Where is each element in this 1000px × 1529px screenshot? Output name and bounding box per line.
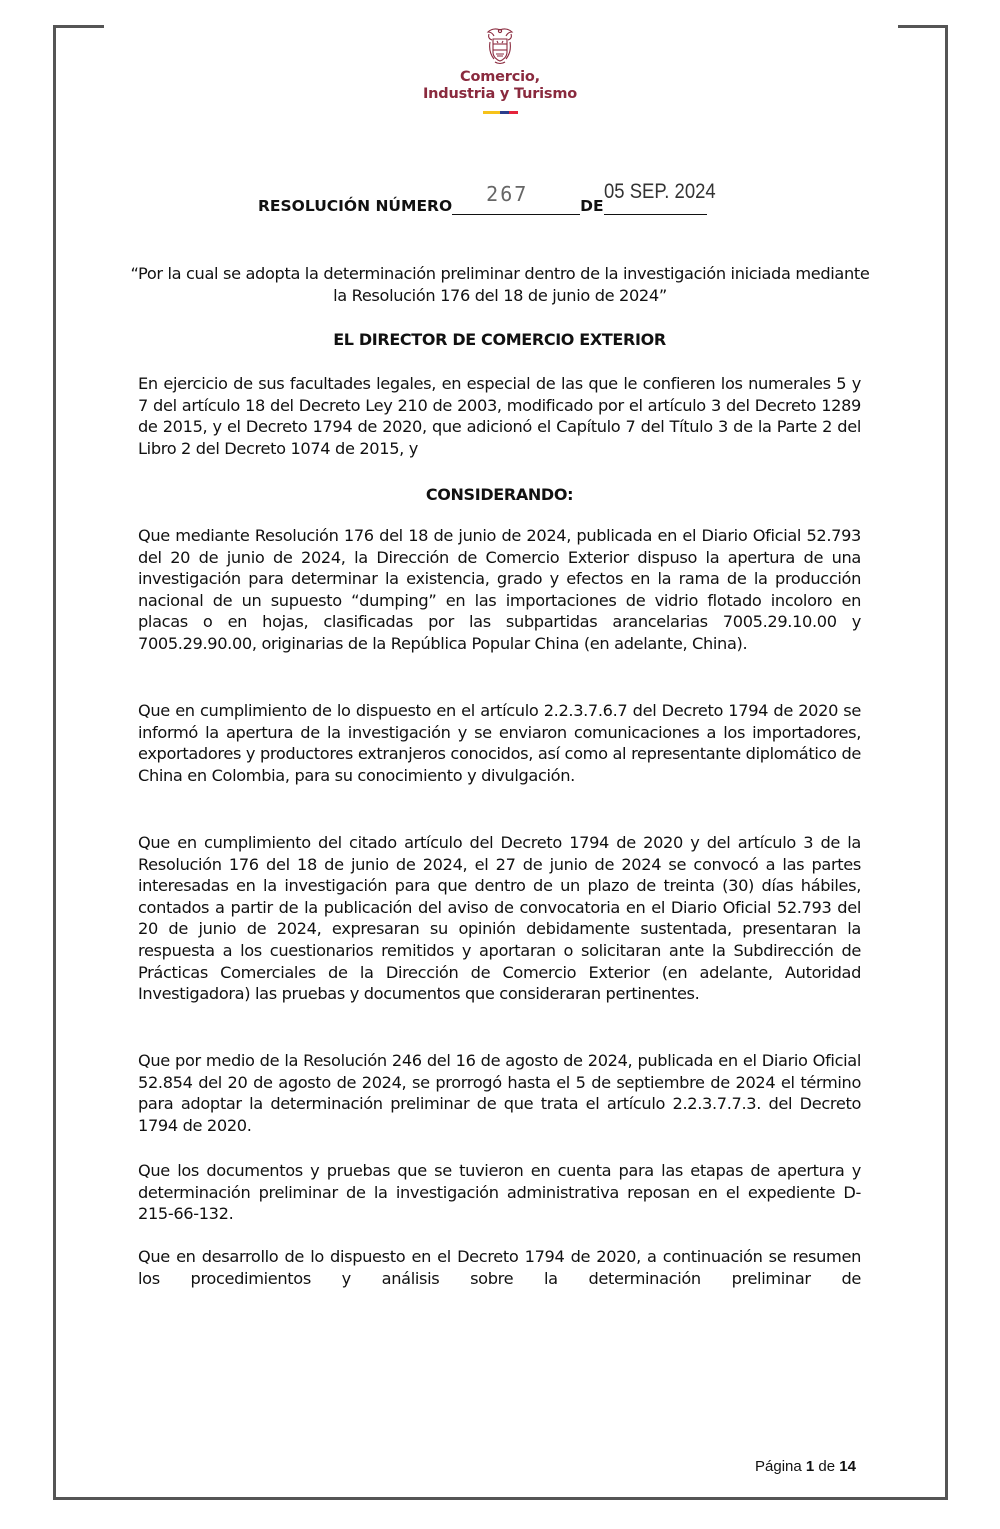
- resolution-header: [258, 180, 716, 215]
- considerando-heading: CONSIDERANDO:: [425, 485, 574, 504]
- flag-stripe-red: [509, 111, 518, 114]
- current-page: 1: [805, 1458, 815, 1475]
- resolution-date-field: [603, 180, 716, 215]
- resolution-label: RESOLUCIÓN NÚMERO: [258, 197, 453, 215]
- ministry-logo: [0, 26, 1000, 114]
- intro-paragraph: En ejercicio de sus facultades legales, en especial de las que le confieren los numerales 5 y 7 del artículo 18 del Decreto Ley 210 de 2003, modificado por el artículo 3 del Decreto 1289 de 2015, y el Decreto 1794 de 2020, que adicionó el Capítulo 7 del Título 3 de la Parte 2 del Libro 2 del Decreto 1074 de 2015, y: [138, 374, 861, 458]
- page-number-footer: [755, 1458, 856, 1475]
- resolution-subtitle: “Por la cual se adopta la determinación preliminar dentro de la investigación iniciada mediante la Resolución 176 del 18 de junio de 2024”: [130, 264, 870, 305]
- issuing-authority-heading: EL DIRECTOR DE COMERCIO EXTERIOR: [333, 330, 666, 349]
- considerando-paragraph: Que por medio de la Resolución 246 del 16 de agosto de 2024, publicada en el Diario Oficial 52.854 del 20 de agosto de 2024, se prorrogó hasta el 5 de septiembre de 2024 el término para adoptar la determinación preliminar de que trata el artículo 2.2.3.7.7.3. del Decreto 1794 de 2020.: [138, 1051, 861, 1135]
- of-label: de: [818, 1458, 836, 1475]
- flag-stripe-yellow: [483, 111, 500, 114]
- page-frame-right: [945, 25, 948, 1500]
- resolution-number-field: [452, 182, 580, 215]
- flag-color-bar: [483, 111, 518, 114]
- resolution-date-label: DE: [580, 197, 604, 215]
- resolution-number-stamp: 267: [486, 182, 529, 206]
- resolution-date-stamp: 05 SEP. 2024: [603, 180, 716, 203]
- considerando-paragraph: Que en desarrollo de lo dispuesto en el Decreto 1794 de 2020, a continuación se resumen los procedimientos y análisis sobre la determinación preliminar de: [138, 1247, 861, 1288]
- total-pages: 14: [839, 1458, 856, 1475]
- page-frame-left: [53, 25, 56, 1500]
- considerando-paragraph: Que los documentos y pruebas que se tuvieron en cuenta para las etapas de apertura y determinación preliminar de la investigación administrativa reposan en el expediente D-215-66-132.: [138, 1161, 861, 1224]
- page-label: Página: [755, 1458, 802, 1475]
- logo-text-line1: Comercio,: [460, 69, 540, 85]
- considerando-paragraph: Que mediante Resolución 176 del 18 de junio de 2024, publicada en el Diario Oficial 52.793 del 20 de junio de 2024, la Dirección de Comercio Exterior dispuso la apertura de una investigación para determinar la existencia, grado y efectos en la rama de la producción nacional de un supuesto “dumping” en las importaciones de vidrio flotado incoloro en placas o en hojas, clasificadas por las subpartidas arancelarias 7005.29.10.00 y 7005.29.90.00, originarias de la República Popular China (en adelante, China).: [138, 526, 861, 653]
- considerando-paragraph: Que en cumplimiento del citado artículo del Decreto 1794 de 2020 y del artículo 3 de la Resolución 176 del 18 de junio de 2024, el 27 de junio de 2024 se convocó a las partes interesadas en la investigación para que dentro de un plazo de treinta (30) días hábiles, contados a partir de la publicación del aviso de convocatoria en el Diario Oficial 52.793 del 20 de junio de 2024, expresaran su opinión debidamente sustentada, presentaran la respuesta a los cuestionarios remitidos y aportaran o solicitaran ante la Subdirección de Prácticas Comerciales de la Dirección de Comercio Exterior (en adelante, Autoridad Investigadora) las pruebas y documentos que consideraran pertinentes.: [138, 833, 861, 1004]
- considerando-paragraph: Que en cumplimiento de lo dispuesto en el artículo 2.2.3.7.6.7 del Decreto 1794 de 2020 se informó la apertura de la investigación y se enviaron comunicaciones a los importadores, exportadores y productores extranjeros conocidos, así como al representante diplomático de China en Colombia, para su conocimiento y divulgación.: [138, 701, 861, 785]
- logo-text-line2: Industria y Turismo: [422, 86, 578, 102]
- page-frame-bottom: [53, 1497, 948, 1500]
- flag-stripe-blue: [500, 111, 509, 114]
- colombia-coat-of-arms-icon: [483, 26, 517, 66]
